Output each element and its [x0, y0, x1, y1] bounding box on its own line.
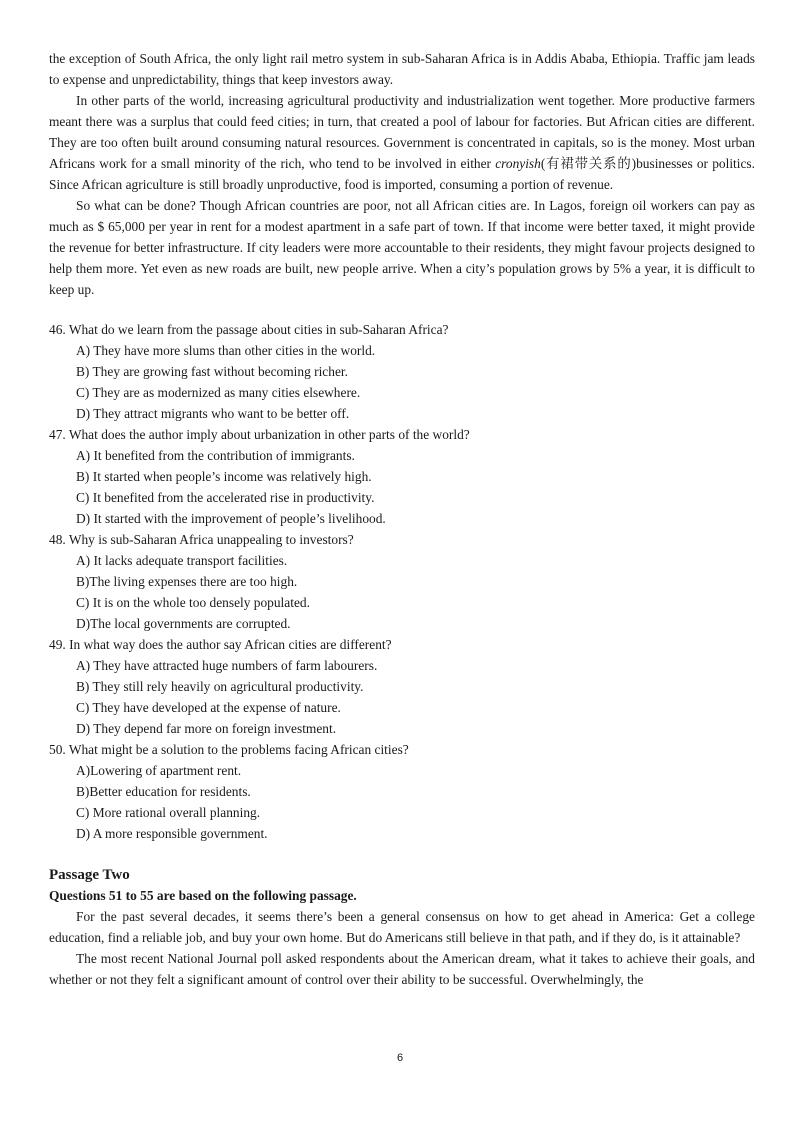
question-stem: 47. What does the author imply about urbanization in other parts of the world? [49, 427, 470, 442]
passage-two-instructions: Questions 51 to 55 are based on the following passage. [49, 888, 357, 903]
question-list [49, 319, 755, 844]
answer-option: C) It benefited from the accelerated rise in productivity. [76, 490, 375, 505]
question-stem: 50. What might be a solution to the problems facing African cities? [49, 742, 409, 757]
answer-option: B) They still rely heavily on agricultural productivity. [76, 679, 364, 694]
answer-option: B) It started when people’s income was relatively high. [76, 469, 372, 484]
passage-two-paragraph-1: For the past several decades, it seems there’s been a general consensus on how to get ahead in America: Get a college education, find a reliable job, and buy your own home. But do Americans still believe in that path, and if they do, is it attainable? [49, 909, 755, 945]
answer-option: D) They depend far more on foreign investment. [76, 721, 337, 736]
answer-option: C) They have developed at the expense of nature. [76, 700, 341, 715]
answer-option: D) A more responsible government. [76, 826, 268, 841]
passage-two-title: Passage Two [49, 867, 130, 883]
answer-option: A) They have attracted huge numbers of farm labourers. [76, 658, 378, 673]
answer-option: D) They attract migrants who want to be better off. [76, 406, 350, 421]
question-stem: 46. What do we learn from the passage about cities in sub-Saharan Africa? [49, 322, 449, 337]
answer-option: A) They have more slums than other cities in the world. [76, 343, 376, 358]
answer-option: A)Lowering of apartment rent. [76, 763, 242, 778]
cronyish-term: cronyish [495, 156, 541, 171]
paragraph-2-text-a: In other parts of the world, increasing agricultural productivity and industrialization went together. More productive farmers meant there was a surplus that could feed cities; in turn, that created a pool of labour for factories. But African cities are different. They are too often built around consuming natural resources. Government is concentrated in capitals, so is the money. Most urban Africans work for a small minority of the rich, who tend to be involved in either [49, 93, 755, 171]
answer-option: C) They are as modernized as many cities elsewhere. [76, 385, 361, 400]
answer-option: C) More rational overall planning. [76, 805, 261, 820]
answer-option: B) They are growing fast without becoming richer. [76, 364, 348, 379]
passage-one-paragraph-2 [49, 90, 755, 195]
passage-one-paragraph-3: So what can be done? Though African countries are poor, not all African cities are. In Lagos, foreign oil workers can pay as much as $ 65,000 per year in rent for a modest apartment in a safe part of town. If that income were better taxed, it might provide the revenue for better infrastructure. If city leaders were more accountable to their residents, they might favour projects designed to help them more. Yet even as new roads are built, new people arrive. When a city’s population grows by 5% a year, it is difficult to keep up. [49, 198, 755, 297]
answer-option: D) It started with the improvement of people’s livelihood. [76, 511, 386, 526]
answer-option: B)Better education for residents. [76, 784, 251, 799]
question-stem: 49. In what way does the author say African cities are different? [49, 637, 392, 652]
answer-option: B)The living expenses there are too high. [76, 574, 298, 589]
passage-one-paragraph-1: the exception of South Africa, the only light rail metro system in sub-Saharan Africa is in Addis Ababa, Ethiopia. Traffic jam leads to expense and unpredictability, things that keep investors away. [49, 51, 755, 87]
answer-option: A) It benefited from the contribution of immigrants. [76, 448, 355, 463]
answer-option: A) It lacks adequate transport facilities. [76, 553, 288, 568]
paragraph-2-text-b: (有裙带关系的)businesses or politics. Since African agriculture is still broadly unproductive, food is imported, consuming a portion of revenue. [49, 156, 755, 192]
answer-option: C) It is on the whole too densely populated. [76, 595, 310, 610]
question-stem: 48. Why is sub-Saharan Africa unappealing to investors? [49, 532, 354, 547]
page-number: 6 [396, 1052, 404, 1064]
passage-two-paragraph-2: The most recent National Journal poll asked respondents about the American dream, what it takes to achieve their goals, and whether or not they felt a significant amount of control over their ability to be successful. Overwhelmingly, the [49, 951, 755, 987]
document-page [49, 48, 755, 990]
answer-option: D)The local governments are corrupted. [76, 616, 291, 631]
